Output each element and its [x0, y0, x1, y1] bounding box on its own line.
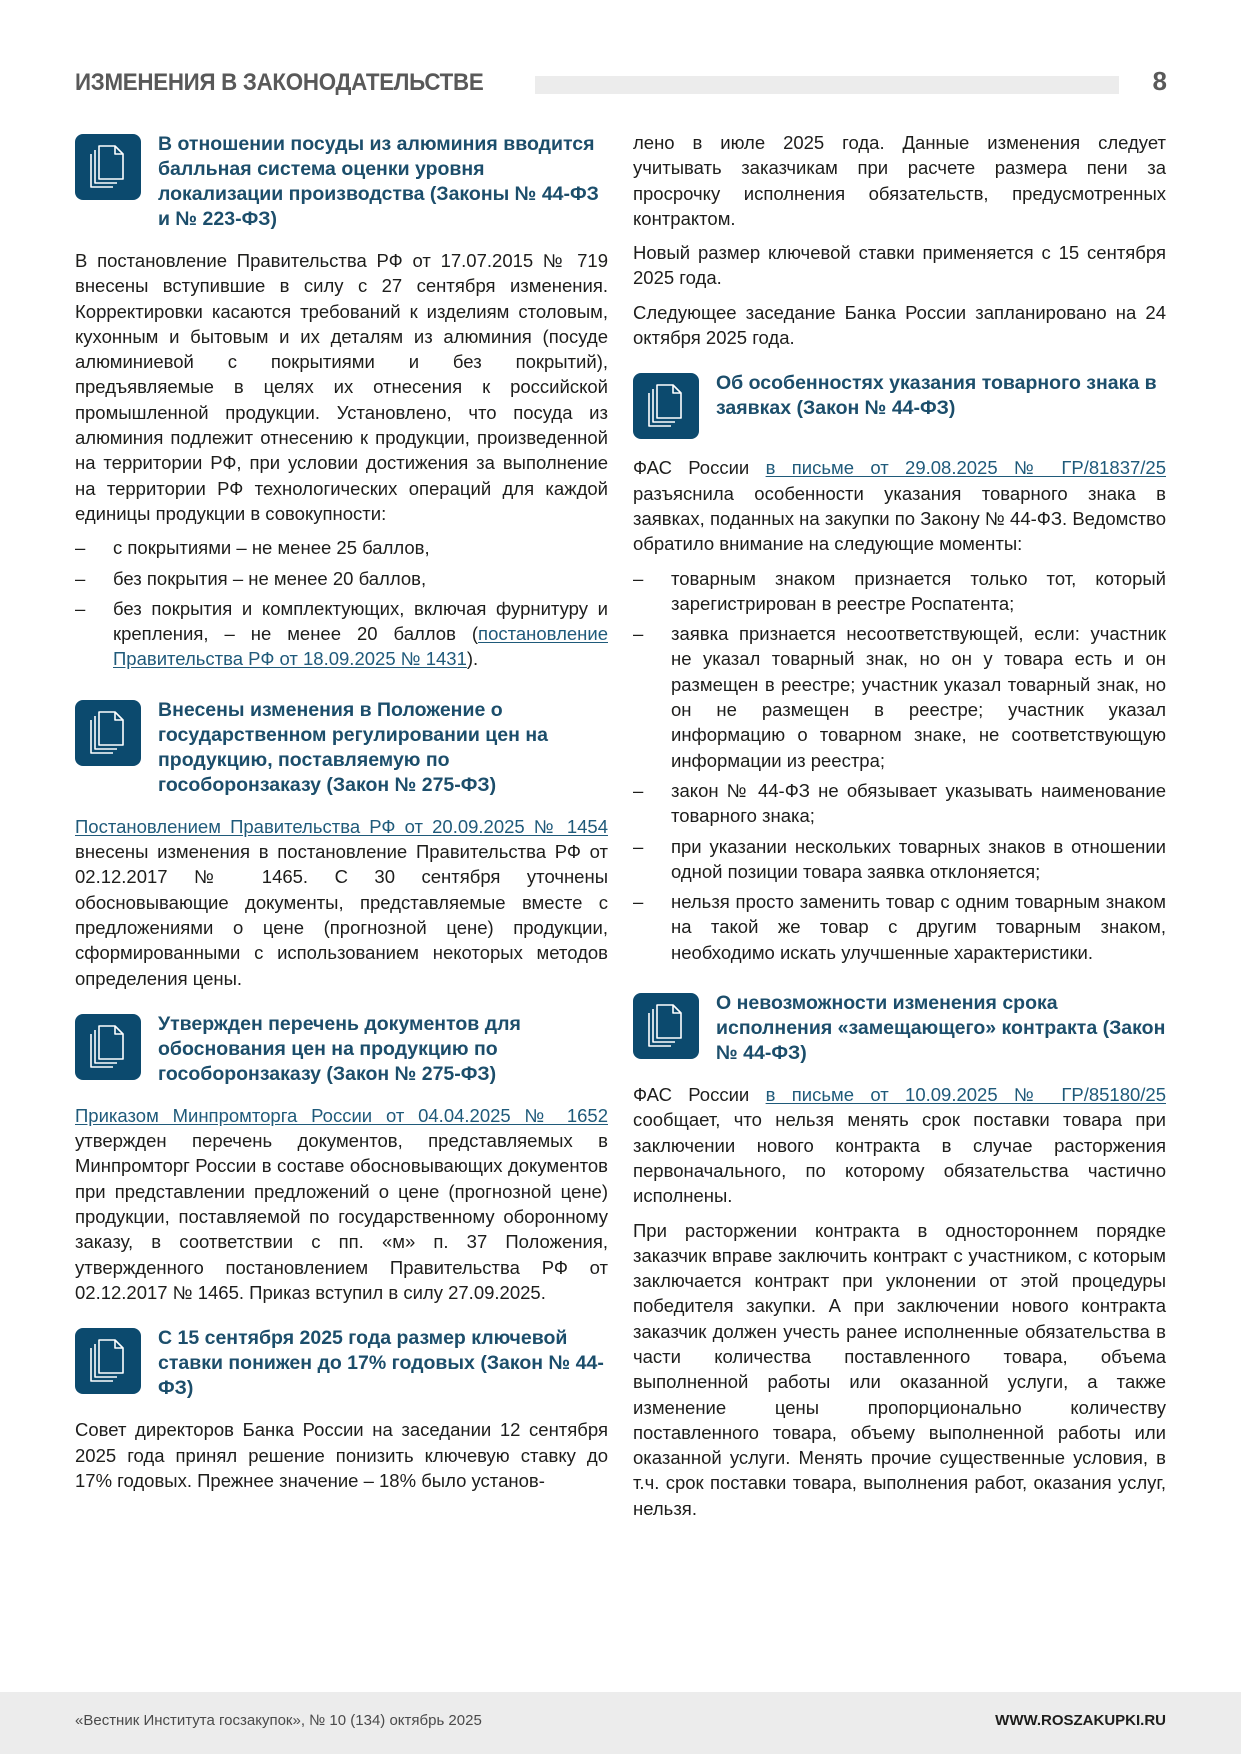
documents-stack-icon [75, 134, 141, 200]
article-header [75, 130, 608, 232]
article-title: Утвержден перечень документов для обоснования цен на продукцию по гособоронзаказу (Закон № 275-ФЗ) [158, 1012, 521, 1085]
list-item: – заявка признается несоответствующей, если: участник не указал товарный знак, но он у товара есть и он размещен в реестре; участник указал товарный знак, но он не размещен в реестре; участник указал информацию о товарном знаке, не соответствующую информации из реестра; [633, 623, 1166, 771]
dash-marker: – [633, 835, 644, 857]
article-aluminum-cookware [75, 130, 608, 672]
article-title: С 15 сентября 2025 года размер ключевой ставки понижен до 17% годовых (Закон № 44-ФЗ) [158, 1327, 604, 1400]
list-item: – без покрытия и комплектующих, включая фурнитуру и крепления, – не менее 20 баллов (постановление Правительства РФ от 18.09.2025 № 1431). [75, 597, 608, 670]
article-header [75, 1010, 608, 1087]
dash-marker: – [633, 623, 644, 645]
documents-stack-icon [75, 1014, 141, 1080]
dash-marker: – [633, 891, 644, 913]
list-item: – с покрытиями – не менее 25 баллов, [75, 535, 608, 560]
decree-1454-link[interactable]: Постановлением Правительства РФ от 20.09.2025 № 1454 [75, 815, 608, 837]
article-title: Об особенностях указания товарного знака в заявках (Закон № 44-ФЗ) [716, 372, 1157, 420]
article-header [633, 989, 1166, 1066]
article-header [75, 1324, 608, 1401]
article-body: лено в июле 2025 года. Данные изменения следует учитывать заказчикам при расчете размера пени за просрочку исполнения обязательств, предусмотренных контрактом. [633, 132, 1166, 229]
article-title: О невозможности изменения срока исполнения «замещающего» контракта (Закон № 44-ФЗ) [716, 992, 1166, 1065]
article-paragraph: Новый размер ключевой ставки применяется с 15 сентября 2025 года. [633, 242, 1166, 289]
page-footer [0, 1692, 1241, 1754]
dash-marker: – [633, 779, 644, 801]
article-trademark [633, 369, 1166, 965]
article-title: В отношении посуды из алюминия вводится балльная система оценки уровня локализации производства (Законы № 44-ФЗ и № 223-ФЗ) [158, 133, 599, 230]
publication-info: «Вестник Института госзакупок», № 10 (134) октябрь 2025 [75, 1712, 482, 1729]
documents-stack-icon [75, 1328, 141, 1394]
header-divider-bar [535, 76, 1119, 94]
points-list [633, 566, 1166, 965]
decree-1431-link[interactable]: постановление Правительства РФ от 18.09.2025 № 1431 [113, 623, 608, 670]
order-1652-link[interactable]: Приказом Минпромторга России от 04.04.2025 № 1652 [75, 1104, 608, 1126]
list-item: – закон № 44-ФЗ не обязывает указывать наименование товарного знака; [633, 779, 1166, 827]
article-body: В постановление Правительства РФ от 17.07.2015 № 719 внесены вступившие в силу с 27 сентября изменения. Корректировки касаются требований к изделиям столовым, кухонным и бытовым и их деталям из алюминия (посуде алюминиевой с покрытиями и без покрытий), предъявляемые в целях их отнесения к российской промышленной продукции. Установлено, что посуда из алюминия подлежит отнесению к продукции, произведенной на территории РФ, при условии достижения за выполнение на территории РФ технологических операций для каждой единицы продукции в совокупности: [75, 250, 608, 524]
article-title: Внесены изменения в Положение о государственном регулировании цен на продукцию, поставляемую по гособоронзаказу (Закон № 275-ФЗ) [158, 698, 548, 796]
fas-letter-81837-link[interactable]: в письме от 29.08.2025 № ГР/81837/25 [765, 457, 1166, 479]
fas-letter-85180-link[interactable]: в письме от 10.09.2025 № ГР/85180/25 [765, 1084, 1166, 1106]
article-body: ФАС России в письме от 10.09.2025 № ГР/85180/25 сообщает, что нельзя менять срок поставки товара при заключении нового контракта в случае расторжения первоначального, по которому обязательства частично исполнены. [633, 1084, 1166, 1207]
points-list [75, 535, 608, 671]
dash-marker: – [633, 567, 644, 589]
page-header [75, 66, 1167, 102]
article-body: Приказом Минпромторга России от 04.04.2025 № 1652 утвержден перечень документов, представляемых в Минпромторг России в составе обосновывающих документов при представлении предложений о цене (прогнозной цене) продукции, поставляемой по государственному оборонному заказу, в соответствии с пп. «м» п. 37 Положения, утвержденного постановлением Правительства РФ от 02.12.2017 № 1465. Приказ вступил в силу 27.09.2025. [75, 1104, 608, 1303]
article-key-rate-continued [633, 130, 1166, 350]
page-number: 8 [1152, 66, 1167, 96]
article-header [75, 696, 608, 798]
article-body: Постановлением Правительства РФ от 20.09.2025 № 1454 внесены изменения в постановление Правительства РФ от 02.12.2017 № 1465. С 30 сентября уточнены обосновывающие документы, представляемые вместе с предложениями о цене (прогнозной цене) продукции, сформированными с использованием некоторых методов определения цены. [75, 815, 608, 989]
right-column [633, 130, 1166, 1530]
article-replacement-contract [633, 989, 1166, 1521]
article-body: ФАС России в письме от 29.08.2025 № ГР/81837/25 разъяснила особенности указания товарного знака в заявках, поданных на закупки по Закону № 44-ФЗ. Ведомство обратило внимание на следующие моменты: [633, 457, 1166, 555]
dash-marker: – [75, 567, 86, 589]
article-paragraph: Следующее заседание Банка России запланировано на 24 октября 2025 года. [633, 301, 1166, 349]
website-link[interactable]: WWW.ROSZAKUPKI.RU [995, 1712, 1166, 1729]
list-item: – при указании нескольких товарных знаков в отношении одной позиции товара заявка отклоняется; [633, 835, 1166, 882]
list-item: – без покрытия – не менее 20 баллов, [75, 566, 608, 591]
article-body: Совет директоров Банка России на заседании 12 сентября 2025 года принял решение понизить ключевую ставку до 17% годовых. Прежнее значение – 18% было установ- [75, 1419, 608, 1491]
list-item: – нельзя просто заменить товар с одним товарным знаком на такой же товар с другим товарным знаком, необходимо искать улучшенные характеристики. [633, 891, 1166, 963]
article-documents-list [75, 1010, 608, 1305]
dash-marker: – [75, 597, 86, 619]
article-header [633, 369, 1166, 439]
section-title: ИЗМЕНЕНИЯ В ЗАКОНОДАТЕЛЬСТВЕ [75, 69, 484, 96]
article-key-rate [75, 1324, 608, 1493]
documents-stack-icon [633, 373, 699, 439]
left-column [75, 130, 608, 1502]
documents-stack-icon [75, 700, 141, 766]
article-price-regulation [75, 696, 608, 991]
list-item: – товарным знаком признается только тот, который зарегистрирован в реестре Роспатента; [633, 567, 1166, 614]
documents-stack-icon [633, 993, 699, 1059]
article-paragraph: При расторжении контракта в одностороннем порядке заказчик вправе заключить контракт с участником, с которым заключается контракт при уклонении от этой процедуры победителя закупки. А при заключении нового контракта заказчик должен учесть ранее исполненные обязательства в части количества поставленного товара, объема выполненной работы или оказанной услуги, а также изменение цены пропорционально количеству поставленного товара, объему выполненной работы или оказанной услуги. Менять прочие существенные условия, в т.ч. срок поставки товара, выполнения работ, оказания услуг, нельзя. [633, 1219, 1166, 1519]
dash-marker: – [75, 537, 86, 559]
